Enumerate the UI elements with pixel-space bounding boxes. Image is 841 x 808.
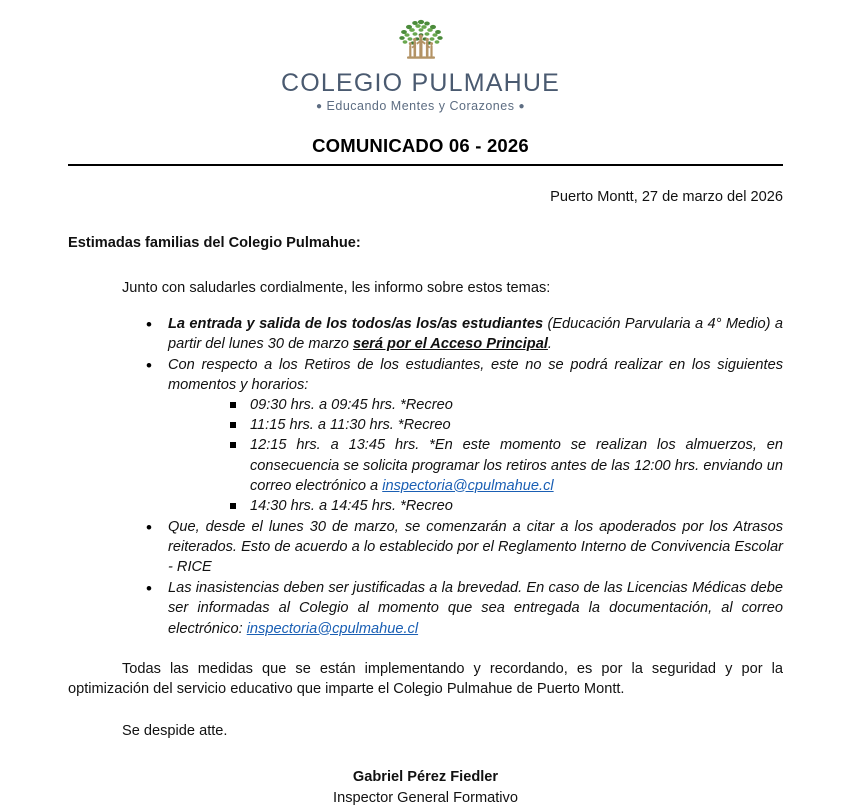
schedule-slot-1: 09:30 hrs. a 09:45 hrs. *Recreo [250, 397, 453, 414]
salutation: Estimadas familias del Colegio Pulmahue: [68, 235, 361, 252]
schedule-slot-2: 11:15 hrs. a 11:30 hrs. *Recreo [250, 417, 451, 434]
list-item [146, 355, 783, 516]
tagline-bullet-right: ● [518, 101, 525, 113]
list-item [228, 496, 783, 516]
intro-paragraph: Junto con saludarles cordialmente, les informo sobre estos temas: [122, 279, 551, 296]
list-item [228, 435, 783, 495]
school-tagline [0, 99, 841, 113]
bullet1-end: . [547, 335, 552, 352]
title-divider [68, 164, 783, 166]
topics-list [68, 314, 783, 639]
email-link[interactable]: inspectoria@cpulmahue.cl [382, 477, 554, 494]
schedule-sublist [168, 395, 783, 516]
tree-logo-icon [393, 16, 449, 64]
tagline-bullet-left: ● [315, 101, 323, 113]
list-item [146, 578, 783, 638]
bullet2-text: Con respecto a los Retiros de los estudiantes, este no se podrá realizar en los siguientes momentos y horarios: [168, 356, 783, 393]
bullet1-bold-underline: será por el Acceso Principal [352, 335, 548, 352]
bullet3-text: Que, desde el lunes 30 de marzo, se comenzarán a citar a los apoderados por los Atrasos reiterados. Esto de acuerdo a lo establecido por el Reglamento Interno de Convivencia Escolar - RICE [168, 518, 783, 576]
list-item [146, 314, 783, 354]
schedule-slot-3: 12:15 hrs. a 13:45 hrs. *En este momento se realizan los almuerzos, en consecuencia se solicita programar los retiros antes de las 12:00 hrs. enviando un correo electrónico a [250, 437, 783, 494]
schedule-slot-4: 14:30 hrs. a 14:45 hrs. *Recreo [250, 497, 453, 514]
bullet1-bold-lead: La entrada y salida de los todos/as los/as estudiantes [168, 315, 544, 332]
bullet1-middle: (Educación Parvularia a 4° Medio) a partir del lunes 30 de marzo [168, 315, 783, 352]
letterhead [0, 0, 841, 113]
signer-role: Inspector General Formativo [333, 790, 518, 807]
farewell-line: Se despide atte. [122, 722, 228, 739]
signature-block [68, 767, 783, 808]
signer-name: Gabriel Pérez Fiedler [352, 769, 499, 785]
date-line: Puerto Montt, 27 de marzo del 2026 [550, 189, 783, 206]
school-name: COLEGIO PULMAHUE [281, 69, 560, 97]
bullet4-text: Las inasistencias deben ser justificadas a la brevedad. En caso de las Licencias Médicas debe ser informadas al Colegio al momento que sea entregada la documentación, al correo electrónico: [168, 580, 783, 637]
email-link[interactable]: inspectoria@cpulmahue.cl [246, 620, 419, 637]
list-item [228, 395, 783, 415]
closing-paragraph: Todas las medidas que se están implementando y recordando, es por la seguridad y por la optimización del servicio educativo que imparte el Colegio Pulmahue de Puerto Montt. [68, 660, 783, 697]
tagline-text: Educando Mentes y Corazones [326, 99, 515, 114]
list-item [146, 517, 783, 577]
page-title: COMUNICADO 06 - 2026 [312, 135, 529, 157]
document-body [0, 187, 841, 808]
list-item [228, 415, 783, 435]
